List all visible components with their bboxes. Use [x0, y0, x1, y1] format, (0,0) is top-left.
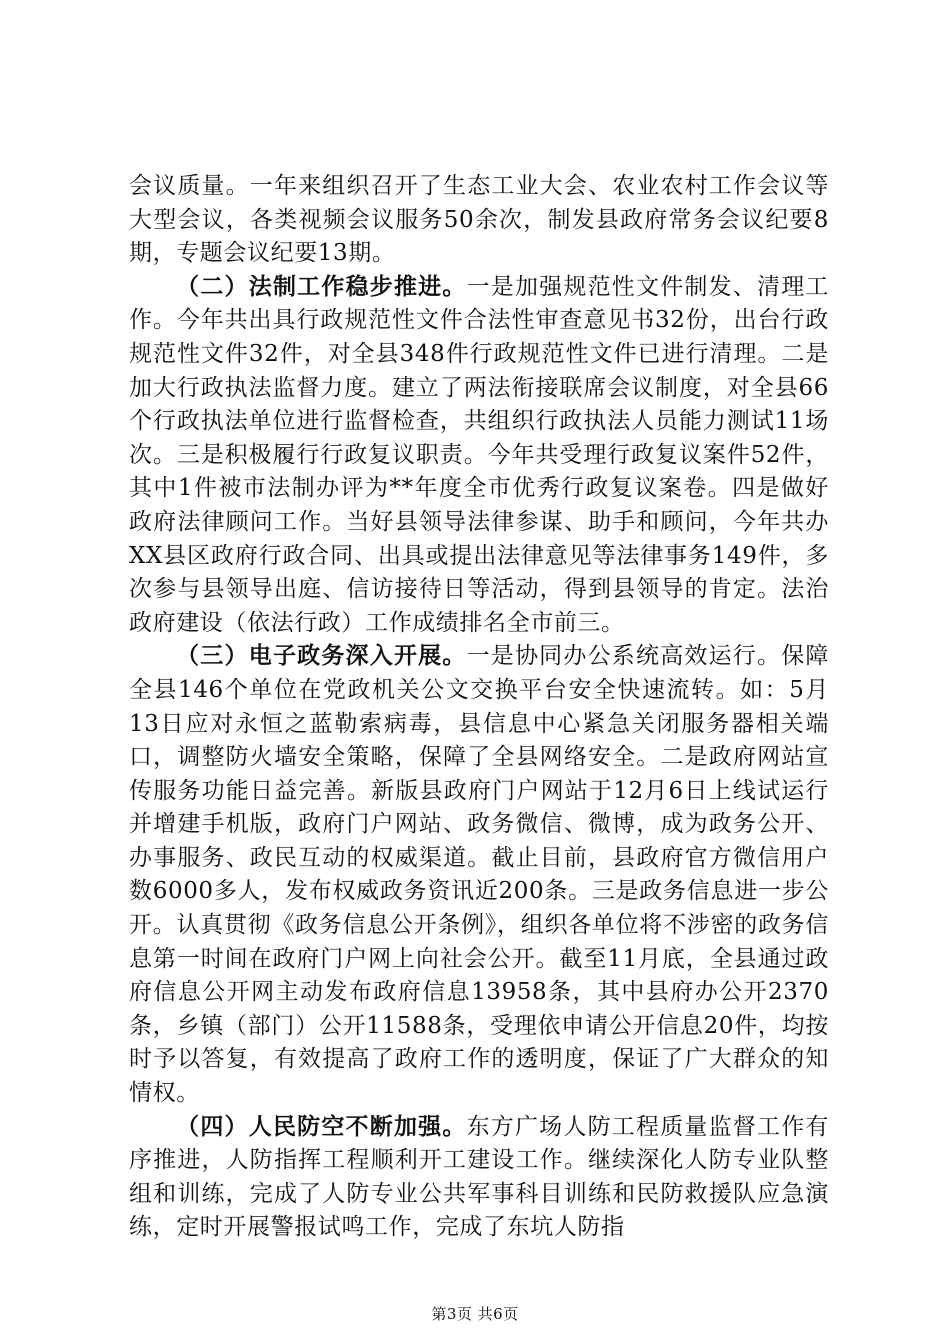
- paragraph-e-government: [129, 640, 829, 1110]
- document-body: [129, 170, 829, 1245]
- paragraph-text: 东方广场人防工程质量监督工作有序推进，人防指挥工程顺利开工建设工作。继续深化人防专业队整组和训练，完成了人防专业公共军事科目训练和民防救援队应急演练，定时开展警报试鸣工作，完成了东坑人防指: [129, 1113, 830, 1241]
- section-heading-legal-work: （二）法制工作稳步推进。: [176, 273, 467, 300]
- paragraph-text: 一是加强规范性文件制发、清理工作。今年共出具行政规范性文件合法性审查意见书32份，出台行政规范性文件32件，对全县348件行政规范性文件已进行清理。二是加大行政执法监督力度。建立了两法衔接联席会议制度，对全县66个行政执法单位进行监督检查，共组织行政执法人员能力测试11场次。三是积极履行行政复议职责。今年共受理行政复议案件52件，其中1件被市法制办评为**年度全市优秀行政复议案卷。四是做好政府法律顾问工作。当好县领导法律参谋、助手和顾问，今年共办XX县区政府行政合同、出具或提出法律意见等法律事务149件，多次参与县领导出庭、信访接待日等活动，得到县领导的肯定。法治政府建设（依法行政）工作成绩排名全市前三。: [129, 273, 830, 636]
- page-number-footer: 第3页 共6页: [431, 1305, 519, 1323]
- paragraph-continuation: [129, 170, 829, 271]
- paragraph-civil-air-defense: [129, 1111, 829, 1245]
- paragraph-legal-work: [129, 271, 829, 641]
- paragraph-text: 一是协同办公系统高效运行。保障全县146个单位在党政机关公文交换平台安全快速流转。如：5月13日应对永恒之蓝勒索病毒，县信息中心紧急关闭服务器相关端口，调整防火墙安全策略，保障了全县网络安全。二是政府网站宣传服务功能日益完善。新版县政府门户网站于12月6日上线试运行并增建手机版，政府门户网站、政务微信、微博，成为政务公开、办事服务、政民互动的权威渠道。截止目前，县政府官方微信用户数6000多人，发布权威政务资讯近200条。三是政务信息进一步公开。认真贯彻《政务信息公开条例》，组织各单位将不涉密的政务信息第一时间在政府门户网上向社会公开。截至11月底，全县通过政府信息公开网主动发布政府信息13958条，其中县府办公开2370条，乡镇（部门）公开11588条，受理依申请公开信息20件，均按时予以答复，有效提高了政府工作的透明度，保证了广大群众的知情权。: [129, 643, 830, 1107]
- section-heading-civil-air-defense: （四）人民防空不断加强。: [176, 1113, 467, 1140]
- section-heading-e-government: （三）电子政务深入开展。: [176, 643, 467, 670]
- paragraph-text: 会议质量。一年来组织召开了生态工业大会、农业农村工作会议等大型会议，各类视频会议服务50余次，制发县政府常务会议纪要8期，专题会议纪要13期。: [129, 173, 829, 267]
